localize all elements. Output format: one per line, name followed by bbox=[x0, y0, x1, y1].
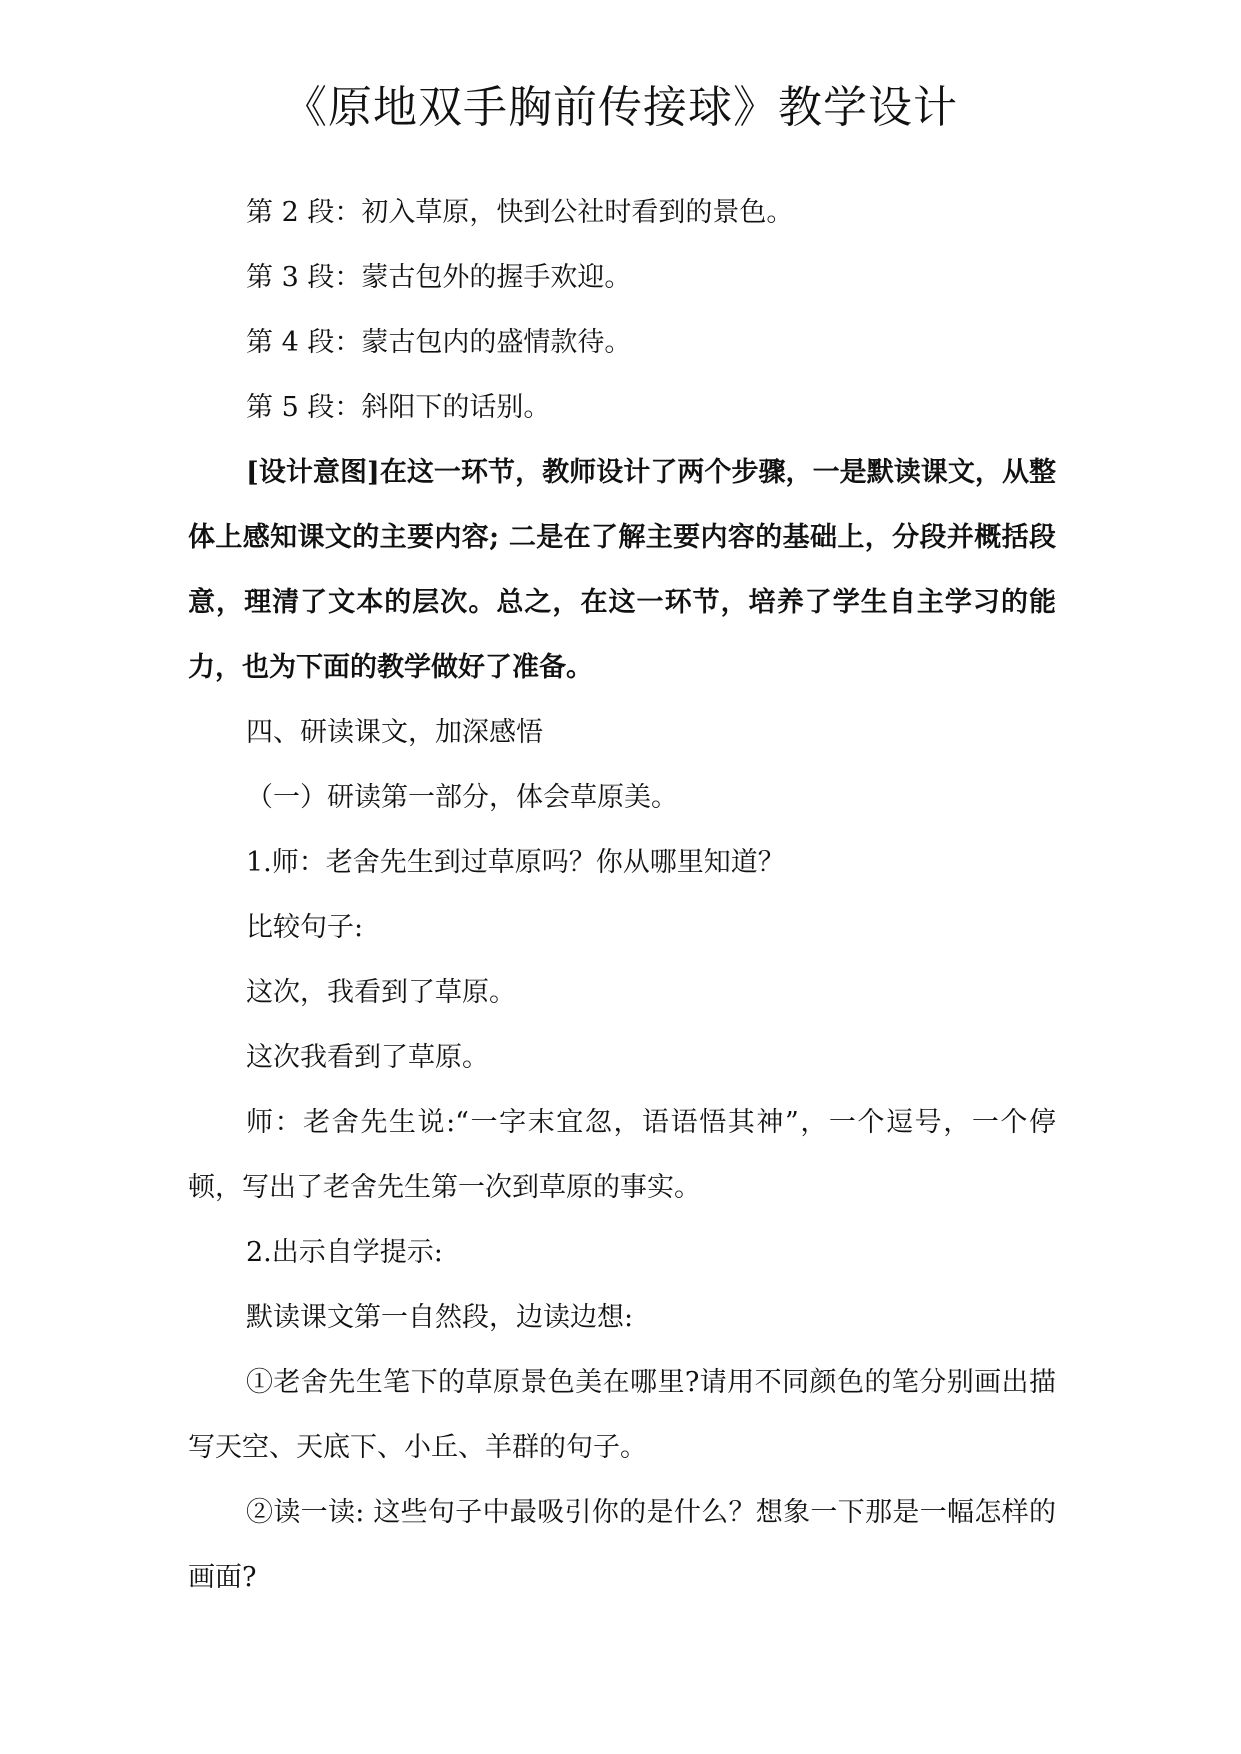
document-title: 《原地双手胸前传接球》教学设计 bbox=[283, 82, 958, 133]
paragraph-segment-5: 第 5 段：斜阳下的话别。 bbox=[246, 392, 551, 423]
document-body bbox=[188, 180, 1056, 1610]
paragraph-segment-2: 第 2 段：初入草原，快到公社时看到的景色。 bbox=[246, 197, 794, 228]
paragraph-silent-reading: 默读课文第一自然段，边读边想: bbox=[246, 1302, 634, 1333]
paragraph-task-two: ②读一读: 这些句子中最吸引你的是什么？想象一下那是一幅怎样的画面? bbox=[188, 1497, 1056, 1593]
section-heading-study: 四、研读课文，加深感悟 bbox=[246, 717, 543, 748]
paragraph-segment-4: 第 4 段：蒙古包内的盛情款待。 bbox=[246, 327, 632, 358]
subsection-heading-part-one: （一）研读第一部分，体会草原美。 bbox=[246, 782, 678, 813]
paragraph-compare-sentences: 比较句子: bbox=[246, 912, 364, 943]
paragraph-self-study-prompt: 2.出示自学提示: bbox=[246, 1237, 443, 1268]
example-sentence-without-comma: 这次我看到了草原。 bbox=[246, 1042, 489, 1073]
paragraph-segment-3: 第 3 段：蒙古包外的握手欢迎。 bbox=[246, 262, 632, 293]
paragraph-teacher-explanation: 师：老舍先生说:“一字末宜忽，语语悟其神”，一个逗号，一个停顿，写出了老舍先生第一次到草原的事实。 bbox=[188, 1107, 1056, 1203]
paragraph-task-one: ①老舍先生笔下的草原景色美在哪里?请用不同颜色的笔分别画出描写天空、天底下、小丘、羊群的句子。 bbox=[188, 1367, 1056, 1463]
paragraph-design-intent: [设计意图]在这一环节，教师设计了两个步骤，一是默读课文，从整体上感知课文的主要内容; 二是在了解主要内容的基础上，分段并概括段意，理清了文本的层次。总之，在这一环节，培养了学生自主学习的能力，也为下面的教学做好了准备。 bbox=[188, 457, 1056, 683]
paragraph-teacher-question: 1.师：老舍先生到过草原吗？你从哪里知道？ bbox=[246, 847, 785, 878]
example-sentence-with-comma: 这次，我看到了草原。 bbox=[246, 977, 516, 1008]
